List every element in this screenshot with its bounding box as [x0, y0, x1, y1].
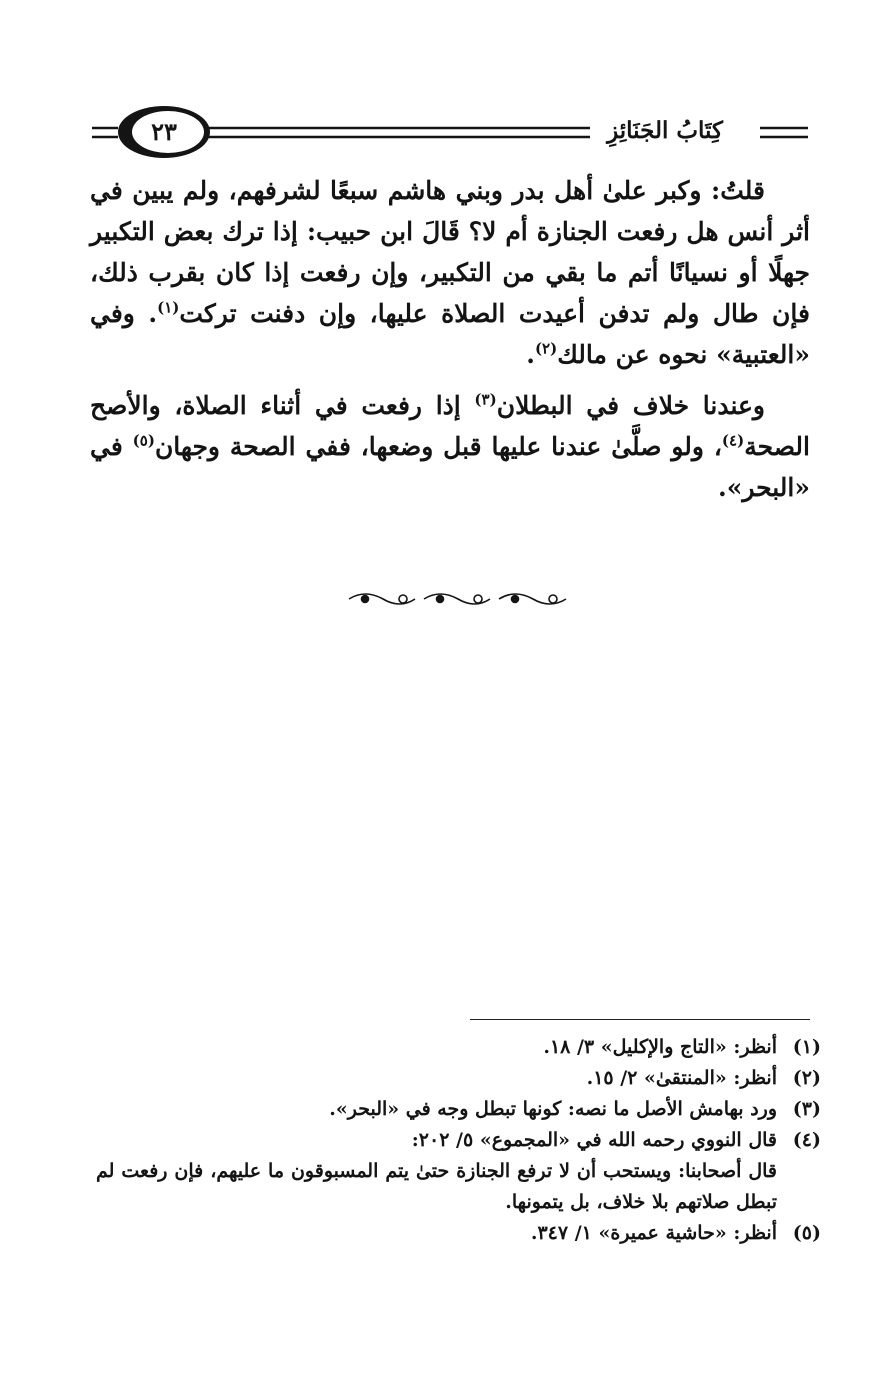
footnote-text: أنظر: «المنتقىٰ» ٢/ ١٥. [586, 1067, 777, 1089]
footnote-ref-4: (٤) [721, 431, 745, 450]
footnote-3 [96, 1094, 821, 1125]
main-text [90, 170, 810, 508]
paragraph-1-text-c: . [526, 340, 535, 369]
footnote-4 [96, 1125, 821, 1156]
footnote-number: (٣) [792, 1098, 821, 1120]
footnote-number: (٥) [792, 1222, 821, 1244]
paragraph-2-text-a: وعندنا خلاف في البطلان [496, 391, 765, 420]
paragraph-2 [90, 385, 810, 508]
footnote-1 [96, 1032, 821, 1063]
page-number: ٢٣ [151, 116, 177, 146]
footnote-ref-5: (٥) [132, 431, 155, 450]
paragraph-1 [90, 170, 810, 375]
paragraph-2-text-c: ، ولو صلَّىٰ عندنا عليها قبل وضعها، ففي الصحة وجهان [154, 432, 722, 461]
footnote-number: (٤) [792, 1129, 821, 1151]
page-header [0, 0, 879, 170]
footnote-4-continuation: قال أصحابنا: ويستحب أن لا ترفع الجنازة حتىٰ يتم المسبوقون ما عليهم، فإن رفعت لم تبطل صلاتهم بلا خلاف، بل يتمونها. [96, 1160, 777, 1213]
section-divider-ornament [345, 586, 570, 612]
paragraph-2-text-b: إذا رفعت في أثناء الصلاة، والأصح الصحة [90, 391, 810, 461]
paragraph-1-text-b: . وفي «العتبية» نحوه عن مالك [90, 299, 810, 369]
paragraph-1-text-a: قلتُ: وكبر علىٰ أهل بدر وبني هاشم سبعًا لشرفهم، ولم يبين في أثر أنس هل رفعت الجنازة أم لا؟ قَالَ ابن حبيب: إذا ترك بعض التكبير جهلًا أو نسيانًا أتم ما بقي من التكبير، وإن رفعت إذا كان بقرب ذلك، فإن طال ولم تدفن أعيدت الصلاة عليها، وإن دفنت تركت [90, 176, 810, 328]
footnote-text: قال النووي رحمه الله في «المجموع» ٥/ ٢٠٢: [411, 1129, 777, 1151]
footnote-text: ورد بهامش الأصل ما نصه: كونها تبطل وجه في «البحر». [329, 1098, 777, 1120]
footnote-ref-1: (١) [157, 298, 180, 317]
footnotes [96, 1032, 821, 1249]
footnote-text: أنظر: «حاشية عميرة» ١/ ٣٤٧. [530, 1222, 777, 1244]
footnote-separator [470, 1019, 810, 1020]
footnote-ref-3: (٣) [474, 390, 497, 409]
paragraph-2-text-d: في «البحر». [90, 432, 810, 502]
footnote-number: (١) [792, 1036, 821, 1058]
footnote-text: أنظر: «التاج والإكليل» ٣/ ١٨. [543, 1036, 777, 1058]
footnote-ref-2: (٢) [534, 339, 558, 358]
footnote-number: (٢) [792, 1067, 821, 1089]
footnote-2 [96, 1063, 821, 1094]
running-title: كِتَابُ الجَنَائِزِ [607, 116, 723, 144]
footnote-5 [96, 1218, 821, 1249]
